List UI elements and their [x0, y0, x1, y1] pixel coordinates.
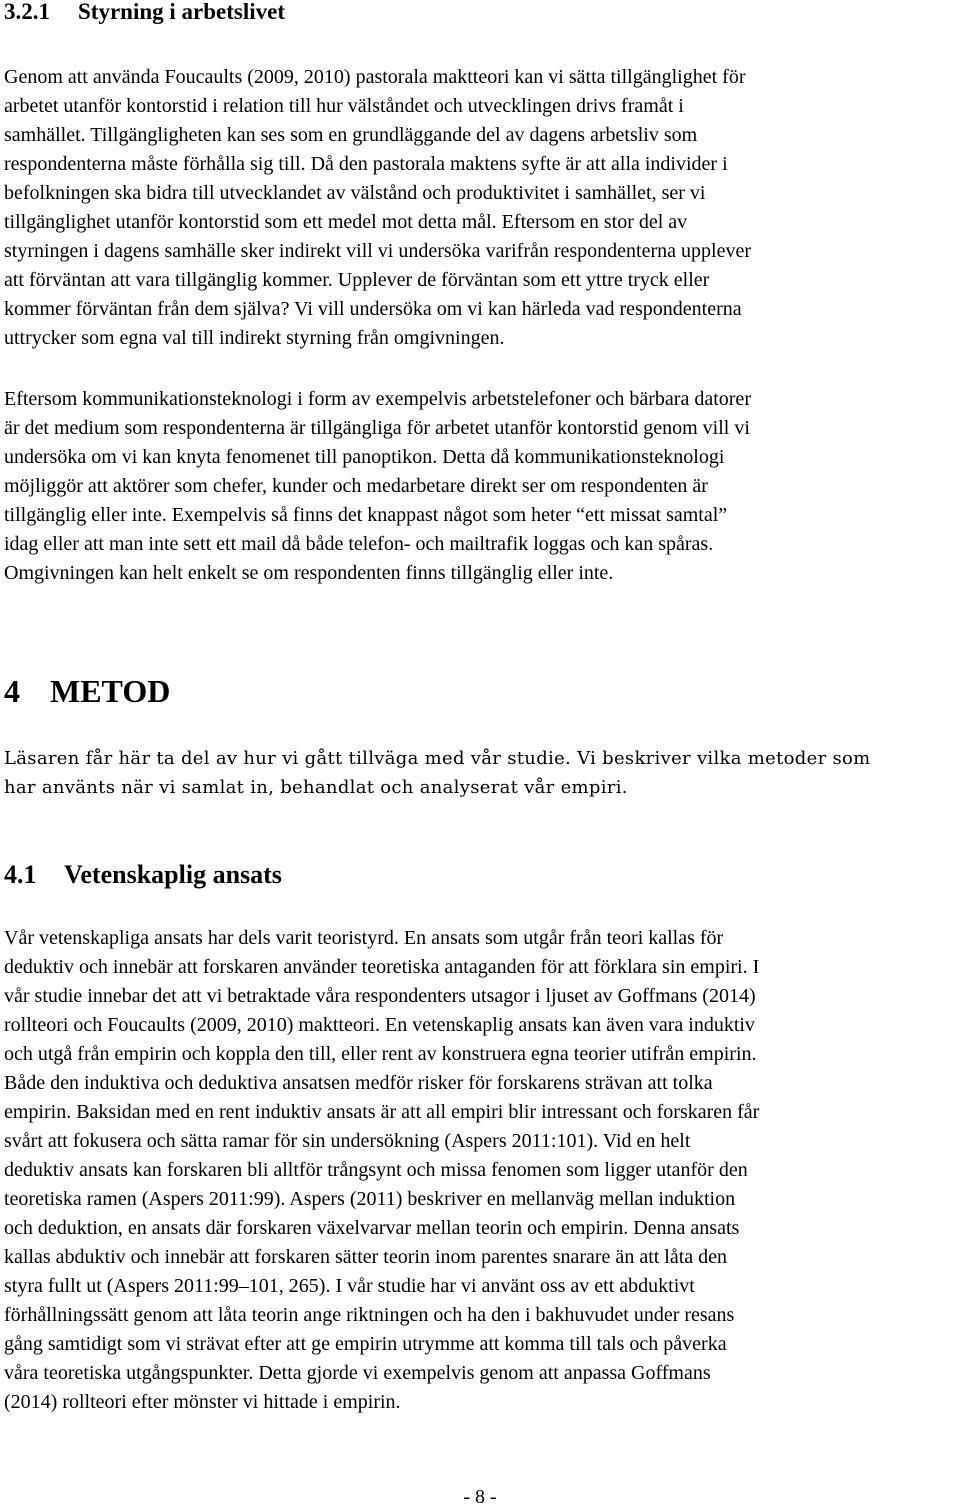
- paragraph-line: arbetet utanför kontorstid i relation till hur välståndet och utvecklingen drivs framåt i: [4, 95, 684, 117]
- section-number: 3.2.1: [4, 0, 50, 24]
- paragraph-line: våra teoretiska utgångspunkter. Detta gjorde vi exempelvis genom att anpassa Goffmans: [4, 1362, 711, 1384]
- paragraph-line: deduktiv och innebär att forskaren använder teoretiska antaganden för att förklara sin empiri. I: [4, 956, 760, 978]
- paragraph-line: kommer förväntan från dem själva? Vi vill undersöka om vi kan härleda vad respondenterna: [4, 298, 742, 320]
- paragraph-line: Vår vetenskapliga ansats har dels varit teoristyrd. En ansats som utgår från teori kallas för: [4, 927, 724, 949]
- paragraph-line: Genom att använda Foucaults (2009, 2010) pastorala maktteori kan vi sätta tillgänglighet för: [4, 66, 746, 88]
- paragraph-line: möjliggör att aktörer som chefer, kunder och medarbetare direkt ser om respondenten är: [4, 475, 708, 497]
- paragraph-line: och deduktion, en ansats där forskaren växelvarvar mellan teorin och empirin. Denna ansats: [4, 1217, 740, 1239]
- paragraph-line: förhållningssätt genom att låta teorin ange riktningen och ha den i bakhuvudet under resans: [4, 1304, 735, 1326]
- paragraph-line: rollteori och Foucaults (2009, 2010) maktteori. En vetenskaplig ansats kan även vara induktiv: [4, 1014, 755, 1036]
- paragraph-line: att förväntan att vara tillgänglig kommer. Upplever de förväntan som ett yttre tryck eller: [4, 269, 710, 291]
- chapter-heading-4: [4, 669, 170, 713]
- paragraph-line: Både den induktiva och deduktiva ansatsen medför risker för forskarens strävan att tolka: [4, 1072, 713, 1094]
- paragraph-line: kallas abduktiv och innebär att forskaren sätter teorin inom parentes snarare än att låta den: [4, 1246, 728, 1268]
- paragraph-line: gång samtidigt som vi strävat efter att ge empirin utrymme att komma till tals och påverka: [4, 1333, 727, 1355]
- paragraph-vetenskaplig-ansats: [4, 924, 959, 1417]
- paragraph-line: undersöka om vi kan knyta fenomenet till panoptikon. Detta då kommunikationsteknologi: [4, 446, 725, 468]
- paragraph-line: Läsaren får här ta del av hur vi gått tillväga med vår studie. Vi beskriver vilka metoder som: [4, 748, 871, 769]
- paragraph-line: styrningen i dagens samhälle sker indirekt vill vi undersöka varifrån respondenterna upplever: [4, 240, 751, 262]
- section-heading-4-1: [4, 855, 282, 895]
- section-title: Vetenskaplig ansats: [64, 860, 282, 889]
- paragraph-line: och utgå från empirin och koppla den till, eller rent av konstruera egna teorier utifrån empirin.: [4, 1043, 757, 1065]
- chapter-number: 4: [4, 673, 20, 709]
- section-title: Styrning i arbetslivet: [78, 0, 285, 24]
- section-heading-3-2-1: [4, 0, 285, 30]
- paragraph-line: är det medium som respondenterna är tillgängliga för arbetet utanför kontorstid genom vill vi: [4, 417, 750, 439]
- paragraph-line: Eftersom kommunikationsteknologi i form av exempelvis arbetstelefoner och bärbara datorer: [4, 388, 751, 410]
- section-number: 4.1: [4, 860, 37, 889]
- paragraph-line: deduktiv ansats kan forskaren bli alltför trångsynt och missa fenomen som ligger utanför den: [4, 1159, 748, 1181]
- paragraph-line: empirin. Baksidan med en rent induktiv ansats är att all empiri blir intressant och forskaren får: [4, 1101, 760, 1123]
- paragraph-line: tillgänglig eller inte. Exempelvis så finns det knappast något som heter “ett missat samtal”: [4, 504, 728, 526]
- paragraph-line: vår studie innebar det att vi betraktade våra respondenters utsagor i ljuset av Goffmans (2014): [4, 985, 756, 1007]
- paragraph-line: har använts när vi samlat in, behandlat och analyserat vår empiri.: [4, 777, 628, 798]
- paragraph-line: styra fullt ut (Aspers 2011:99–101, 265). I vår studie har vi använt oss av ett abduktivt: [4, 1275, 695, 1297]
- paragraph-line: (2014) rollteori efter mönster vi hittade i empirin.: [4, 1391, 401, 1413]
- page-number: - 8 -: [463, 1486, 497, 1508]
- paragraph-line: Omgivningen kan helt enkelt se om respondenten finns tillgänglig eller inte.: [4, 562, 614, 584]
- paragraph-kommunikationsteknologi: [4, 385, 959, 588]
- paragraph-line: teoretiska ramen (Aspers 2011:99). Aspers (2011) beskriver en mellanväg mellan induktion: [4, 1188, 736, 1210]
- paragraph-line: idag eller att man inte sett ett mail då både telefon- och mailtrafik loggas och kan spåras.: [4, 533, 714, 555]
- paragraph-line: tillgänglighet utanför kontorstid som ett medel mot detta mål. Eftersom en stor del av: [4, 211, 688, 233]
- paragraph-line: svårt att fokusera och sätta ramar för sin undersökning (Aspers 2011:101). Vid en helt: [4, 1130, 691, 1152]
- paragraph-styrning: [4, 63, 959, 353]
- paragraph-line: respondenterna måste förhålla sig till. Då den pastorala maktens syfte är att alla individer i: [4, 153, 728, 175]
- paragraph-line: samhället. Tillgängligheten kan ses som en grundläggande del av dagens arbetsliv som: [4, 124, 698, 146]
- paragraph-metod-intro: [4, 744, 959, 802]
- paragraph-line: uttrycker som egna val till indirekt styrning från omgivningen.: [4, 327, 505, 349]
- chapter-title: METOD: [50, 673, 171, 709]
- paragraph-line: befolkningen ska bidra till utvecklandet av välstånd och produktivitet i samhället, ser vi: [4, 182, 706, 204]
